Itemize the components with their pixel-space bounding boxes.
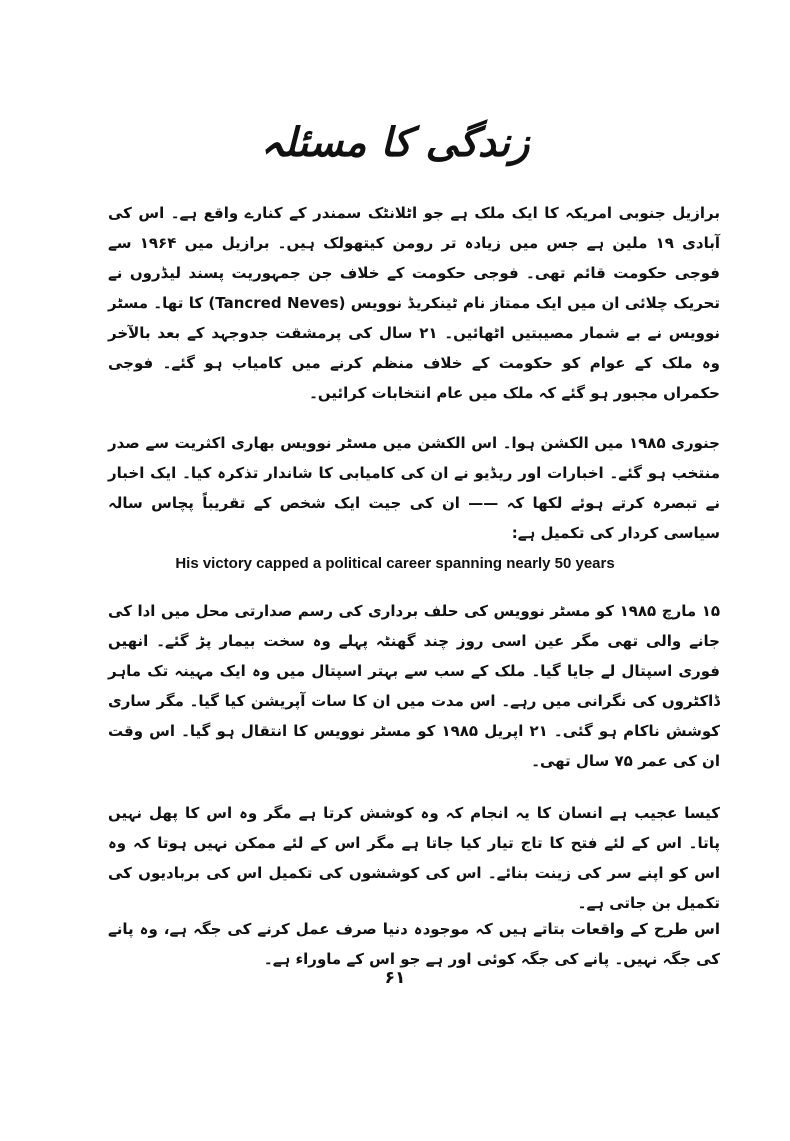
page-title: زندگی کا مسئلہ <box>260 120 530 166</box>
paragraph-reflection: کیسا عجیب ہے انسان کا یہ انجام کہ وہ کوشش کرتا ہے مگر وہ اس کا پھل نہیں پاتا۔ اس کے لئے فتح کا تاج تیار کیا جاتا ہے مگر اس کے لئے ممکن نہیں ہوتا کہ وہ اس کو اپنے سر کی زینت بنائے۔ اس کی کوششوں کی تکمیل اس کی بربادیوں کی تکمیل بن جاتی ہے۔ <box>108 804 720 912</box>
paragraph-election: جنوری ۱۹۸۵ میں الکشن ہوا۔ اس الکشن میں مسٹر نوویس بھاری اکثریت سے صدر منتخب ہو گئے۔ اخبارات اور ریڈیو نے ان کی کامیابی کا شاندار تذکرہ کیا۔ ایک اخبار نے تبصرہ کرتے ہوئے لکھا کہ —— ان کی جیت ایک شخص کے تقریباً پچاس سالہ سیاسی کردار کی تکمیل ہے: <box>108 434 720 542</box>
paragraph-brazil-intro: برازیل جنوبی امریکہ کا ایک ملک ہے جو اٹلانٹک سمندر کے کنارے واقع ہے۔ اس کی آبادی ۱۹ ملین ہے جس میں زیادہ تر رومن کیتھولک ہیں۔ برازیل میں ۱۹۶۴ سے فوجی حکومت قائم تھی۔ فوجی حکومت کے خلاف جن جمہوریت پسند لیڈروں نے تحریک چلائی ان میں ایک ممتاز نام ٹینکریڈ نوویس (Tancred Neves) کا تھا۔ مسٹر نوویس نے بے شمار مصیبتیں اٹھائیں۔ ۲۱ سال کی پرمشقت جدوجہد کے بعد بالآخر وہ ملک کے عوام کو حکومت کے خلاف منظم کرنے میں کامیاب ہو گئے۔ فوجی حکمراں مجبور ہو گئے کہ ملک میں عام انتخابات کرائیں۔ <box>108 204 720 402</box>
page-number: ۶۱ <box>384 968 406 988</box>
english-quote: His victory capped a political career spanning nearly 50 years <box>175 555 615 572</box>
paragraph-conclusion: اس طرح کے واقعات بتاتے ہیں کہ موجودہ دنیا صرف عمل کرنے کی جگہ ہے، وہ پانے کی جگہ نہیں۔ پانے کی جگہ کوئی اور ہے جو اس کے ماوراء ہے۔ <box>108 920 720 968</box>
paragraph-illness-death: ۱۵ مارچ ۱۹۸۵ کو مسٹر نوویس کی حلف برداری کی رسم صدارتی محل میں ادا کی جانے والی تھی مگر عین اسی روز چند گھنٹہ پہلے وہ سخت بیمار پڑ گئے۔ انھیں فوری اسپتال لے جایا گیا۔ ملک کے سب سے بہتر اسپتال میں وہ ایک مہینہ تک ماہر ڈاکٹروں کی نگرانی میں رہے۔ اس مدت میں ان کا سات آپریشن کیا گیا۔ مگر ساری کوشش ناکام ہو گئی۔ ۲۱ اپریل ۱۹۸۵ کو مسٹر نوویس کا انتقال ہو گیا۔ اس وقت ان کی عمر ۷۵ سال تھی۔ <box>108 602 721 770</box>
